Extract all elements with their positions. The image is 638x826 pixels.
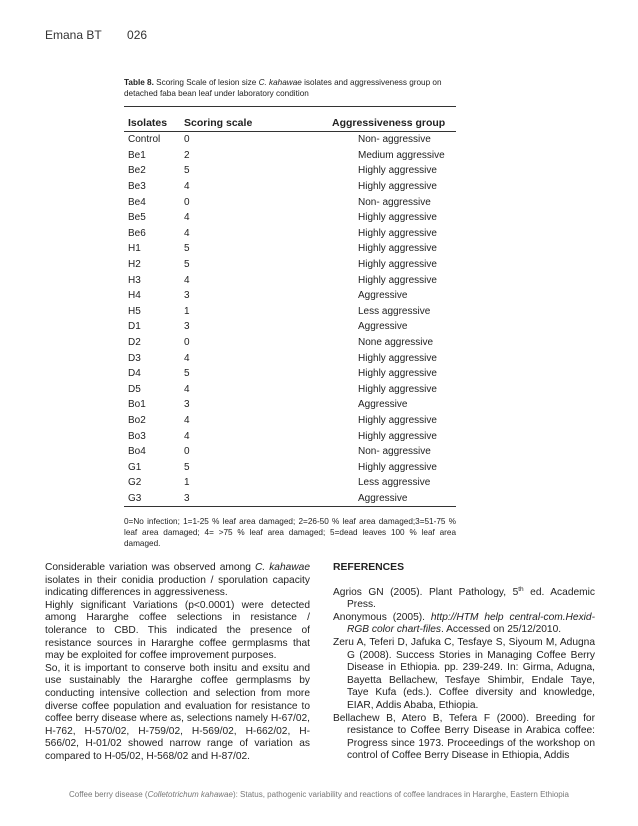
cell-isolate: Be3 bbox=[128, 181, 146, 193]
column-header-isolates: Isolates bbox=[124, 115, 184, 132]
cell-scoring-scale: 0 bbox=[184, 337, 190, 349]
running-footer: Coffee berry disease (Colletotrichum kahawae): Status, pathogenic variability and reactions of coffee landraces in Hararghe, Eastern Ethiopia bbox=[69, 790, 569, 799]
cell-aggressiveness: Highly aggressive bbox=[358, 430, 437, 442]
species-name: C. kahawae bbox=[254, 562, 310, 573]
paragraph-1: Considerable variation was observed among C. kahawae isolates in their conidia production / sporulation capacity indicating differences in aggressiveness. bbox=[45, 562, 310, 599]
cell-isolate: G2 bbox=[128, 477, 142, 489]
table-caption-text-2: isolates and aggressiveness group on detached faba bean leaf under laboratory condition bbox=[124, 78, 442, 98]
cell-scoring-scale: 0 bbox=[184, 196, 190, 208]
cell-aggressiveness: Highly aggressive bbox=[358, 181, 437, 193]
cell-aggressiveness: Less aggressive bbox=[358, 477, 431, 489]
cell-aggressiveness: Highly aggressive bbox=[358, 227, 437, 239]
reference-link[interactable]: http://HTM help central-com.Hexid-RGB color chart-files bbox=[347, 611, 595, 636]
table-caption bbox=[124, 77, 456, 99]
table-row bbox=[124, 335, 456, 351]
cell-aggressiveness: Highly aggressive bbox=[358, 414, 437, 426]
cell-isolate: H2 bbox=[128, 259, 141, 271]
table-caption-text: Scoring Scale of lesion size bbox=[153, 78, 259, 87]
cell-scoring-scale: 3 bbox=[184, 491, 304, 507]
cell-scoring-scale: 4 bbox=[184, 227, 190, 239]
cell-scoring-scale: 5 bbox=[184, 165, 190, 177]
table-row bbox=[124, 194, 456, 210]
table-row bbox=[124, 210, 456, 226]
table-row bbox=[124, 226, 456, 242]
cell-isolate: Be6 bbox=[128, 227, 146, 239]
cell-aggressiveness: Highly aggressive bbox=[358, 259, 437, 271]
table-row bbox=[124, 475, 456, 491]
cell-isolate: Be2 bbox=[128, 165, 146, 177]
references-heading: REFERENCES bbox=[333, 562, 405, 573]
cell-scoring-scale: 5 bbox=[184, 461, 190, 473]
cell-scoring-scale: 3 bbox=[184, 321, 190, 333]
table-row bbox=[124, 319, 456, 335]
cell-isolate: H5 bbox=[128, 305, 141, 317]
cell-aggressiveness: Less aggressive bbox=[358, 305, 431, 317]
cell-isolate: H1 bbox=[128, 243, 141, 255]
body-text-left-column bbox=[45, 562, 310, 764]
table-row bbox=[124, 350, 456, 366]
cell-scoring-scale: 0 bbox=[184, 134, 190, 146]
reference-item: Zeru A, Teferi D, Jafuka C, Tesfaye S, Siyoum M, Adugna G (2008). Success Stories in Managing Coffee Berry Disease in Ethiopia. pp. 239-249. In: Girma, Adugna, Bayetta Bellachew, Tesfaye Shimbir, Endale Taye, Taye Kufa (eds.). Coffee diversity and knowledge, EIAR, Addis Ababa, Ethiopia. bbox=[333, 636, 595, 711]
cell-scoring-scale: 0 bbox=[184, 446, 190, 458]
cell-aggressiveness: Highly aggressive bbox=[358, 212, 437, 224]
cell-scoring-scale: 4 bbox=[184, 181, 190, 193]
cell-scoring-scale: 4 bbox=[184, 383, 190, 395]
table-row bbox=[124, 179, 456, 195]
cell-scoring-scale: 5 bbox=[184, 368, 190, 380]
cell-isolate: Be5 bbox=[128, 212, 146, 224]
table-row bbox=[124, 148, 456, 164]
cell-aggressiveness: Highly aggressive bbox=[358, 352, 437, 364]
cell-aggressiveness: Non- aggressive bbox=[358, 134, 431, 146]
cell-isolate: D3 bbox=[128, 352, 141, 364]
cell-scoring-scale: 5 bbox=[184, 243, 190, 255]
cell-isolate: D1 bbox=[128, 321, 141, 333]
table-row bbox=[124, 366, 456, 382]
cell-aggressiveness: None aggressive bbox=[358, 337, 434, 349]
paragraph-3: So, it is important to conserve both insitu and exsitu and use sustainably the Hararghe coffee germplasms by conducting intensive collection and selection from more diverse coffee population and evaluation for resistance to coffee berry disease where as, selections namely H-67/02, H-762, H-570/02, H-759/02, H-569/02, H-662/02, H-566/02, H-01/02 showed narrow range of variation as compared to H-05/02, H-568/02 and H-87/02. bbox=[45, 662, 310, 762]
cell-aggressiveness: Aggressive bbox=[358, 321, 408, 333]
table-row bbox=[124, 428, 456, 444]
table-row bbox=[124, 132, 456, 148]
cell-isolate: G3 bbox=[124, 491, 184, 507]
cell-isolate: Be4 bbox=[128, 196, 146, 208]
cell-scoring-scale: 5 bbox=[184, 259, 190, 271]
cell-isolate: Bo4 bbox=[128, 446, 146, 458]
cell-isolate: Be1 bbox=[128, 149, 146, 161]
table-row bbox=[124, 163, 456, 179]
cell-scoring-scale: 4 bbox=[184, 414, 190, 426]
table-row bbox=[124, 413, 456, 429]
cell-isolate: D4 bbox=[128, 368, 141, 380]
cell-isolate: D2 bbox=[128, 337, 141, 349]
table-header-row bbox=[124, 115, 456, 132]
cell-aggressiveness: Highly aggressive bbox=[358, 368, 437, 380]
cell-aggressiveness: Aggressive bbox=[358, 290, 408, 302]
cell-aggressiveness: Aggressive bbox=[304, 491, 456, 507]
cell-isolate: H3 bbox=[128, 274, 141, 286]
cell-aggressiveness: Highly aggressive bbox=[358, 243, 437, 255]
cell-isolate: Bo2 bbox=[128, 414, 146, 426]
cell-scoring-scale: 4 bbox=[184, 274, 190, 286]
aggressiveness-table bbox=[124, 106, 456, 507]
reference-item: Agrios GN (2005). Plant Pathology, 5th ed. Academic Press. bbox=[333, 585, 595, 611]
cell-isolate: Control bbox=[128, 134, 161, 146]
table-row bbox=[124, 257, 456, 273]
reference-item: Bellachew B, Atero B, Tefera F (2000). Breeding for resistance to Coffee Berry Disease in Arabica coffee: Progress since 1973. Proceedings of the workshop on control of Coffee Berry Disease in Ethiopia, Addis bbox=[333, 712, 595, 762]
table-row bbox=[124, 444, 456, 460]
table-row bbox=[124, 272, 456, 288]
table-footnote: 0=No infection; 1=1-25 % leaf area damaged; 2=26-50 % leaf area damaged;3=51-75 % leaf area damaged; 4= >75 % leaf area damaged; 5=dead leaves 100 % leaf area damaged. bbox=[124, 517, 456, 548]
footer-species: Colletotrichum kahawae bbox=[147, 790, 233, 799]
paragraph-2: Highly significant Variations (p<0.0001) were detected among Hararghe coffee selections in resistance / tolerance to CBD. This indicated the presence of resistance sources in Hararghe coffee germplasms that may be exploited for coffee improvement purposes. bbox=[45, 599, 310, 662]
references-column bbox=[333, 562, 595, 763]
cell-aggressiveness: Medium aggressive bbox=[358, 149, 445, 161]
cell-isolate: H4 bbox=[128, 290, 141, 302]
cell-aggressiveness: Aggressive bbox=[358, 399, 408, 411]
cell-aggressiveness: Non- aggressive bbox=[358, 446, 431, 458]
table-row bbox=[124, 288, 456, 304]
cell-isolate: D5 bbox=[128, 383, 141, 395]
table-row bbox=[124, 382, 456, 398]
table-caption-species: C. kahawae bbox=[258, 78, 302, 87]
cell-aggressiveness: Non- aggressive bbox=[358, 196, 431, 208]
cell-scoring-scale: 4 bbox=[184, 430, 190, 442]
table-row bbox=[124, 397, 456, 413]
reference-item: Anonymous (2005). http://HTM help central-com.Hexid-RGB color chart-files. Accessed on 25/12/2010. bbox=[333, 611, 595, 636]
header-page-number: 026 bbox=[127, 28, 148, 42]
table-caption-label: Table 8. bbox=[124, 78, 154, 87]
table-row bbox=[124, 241, 456, 257]
cell-scoring-scale: 3 bbox=[184, 399, 190, 411]
cell-aggressiveness: Highly aggressive bbox=[358, 274, 437, 286]
cell-scoring-scale: 4 bbox=[184, 352, 190, 364]
table-row bbox=[124, 459, 456, 475]
cell-aggressiveness: Highly aggressive bbox=[358, 461, 437, 473]
cell-isolate: Bo3 bbox=[128, 430, 146, 442]
cell-scoring-scale: 3 bbox=[184, 290, 190, 302]
cell-aggressiveness: Highly aggressive bbox=[358, 165, 437, 177]
table-row bbox=[124, 304, 456, 320]
cell-scoring-scale: 2 bbox=[184, 149, 190, 161]
cell-scoring-scale: 1 bbox=[184, 305, 190, 317]
cell-aggressiveness: Highly aggressive bbox=[358, 383, 437, 395]
cell-isolate: G1 bbox=[128, 461, 142, 473]
cell-scoring-scale: 1 bbox=[184, 477, 190, 489]
table-row bbox=[124, 491, 456, 507]
header-author: Emana BT bbox=[45, 28, 102, 42]
running-header bbox=[45, 28, 147, 42]
column-header-aggressiveness: Aggressiveness group bbox=[304, 115, 456, 132]
cell-scoring-scale: 4 bbox=[184, 212, 190, 224]
column-header-scoring-scale: Scoring scale bbox=[184, 115, 304, 132]
cell-isolate: Bo1 bbox=[128, 399, 146, 411]
